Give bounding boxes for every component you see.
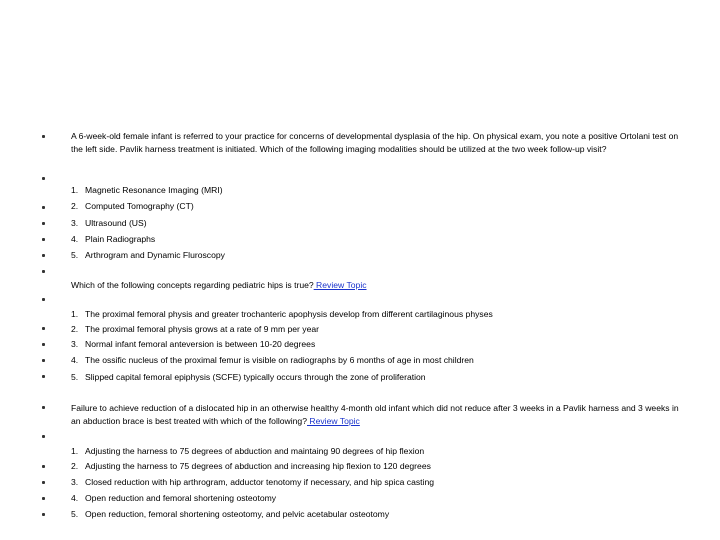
- bullet-marker: [42, 254, 45, 257]
- bullet-marker: [42, 465, 45, 468]
- q2-option-2[interactable]: The proximal femoral physis grows at a rate of 9 mm per year: [85, 324, 320, 334]
- bullet-marker: [42, 270, 45, 273]
- q2-option-4[interactable]: The ossific nucleus of the proximal femur is visible on radiographs by 6 months of age in most children: [85, 355, 474, 365]
- bullet-marker: [42, 343, 45, 346]
- q3-option-4[interactable]: Open reduction and femoral shortening osteotomy: [85, 493, 277, 503]
- q3-option-5-number: 5.: [71, 509, 79, 519]
- q3-option-2[interactable]: Adjusting the harness to 75 degrees of abduction and increasing hip flexion to 120 degrees: [85, 461, 431, 471]
- bullet-marker: [42, 135, 45, 138]
- bullet-marker: [42, 327, 45, 330]
- q2-option-3[interactable]: Normal infant femoral anteversion is between 10-20 degrees: [85, 339, 316, 349]
- q2-option-3-number: 3.: [71, 339, 79, 349]
- bullet-marker: [42, 435, 45, 438]
- question-1-stem: A 6-week-old female infant is referred to your practice for concerns of developmental dysplasia of the hip. On physical exam, you note a positive Ortolani test on the left side. Pavlik harness treatment is initiated. Which of the following imaging modalities should be utilized at the two week follow-up visit?: [71, 131, 679, 154]
- q2-option-1-number: 1.: [71, 309, 79, 319]
- q1-option-4[interactable]: Plain Radiographs: [85, 234, 156, 244]
- bullet-marker: [42, 375, 45, 378]
- review-topic-link[interactable]: Review Topic: [313, 280, 367, 290]
- bullet-marker: [42, 497, 45, 500]
- question-3-stem: [71, 402, 683, 427]
- q1-option-5[interactable]: Arthrogram and Dynamic Fluroscopy: [85, 250, 225, 260]
- q3-option-1-number: 1.: [71, 446, 79, 456]
- q3-option-3[interactable]: Closed reduction with hip arthrogram, adductor tenotomy if necessary, and hip spica casting: [85, 477, 435, 487]
- review-topic-link[interactable]: Review Topic: [307, 415, 360, 426]
- q1-option-3[interactable]: Ultrasound (US): [85, 218, 147, 228]
- bullet-marker: [42, 177, 45, 180]
- q1-option-1-number: 1.: [71, 185, 79, 195]
- q1-option-1[interactable]: Magnetic Resonance Imaging (MRI): [85, 185, 223, 195]
- bullet-marker: [42, 481, 45, 484]
- q3-option-4-number: 4.: [71, 493, 79, 503]
- q3-option-2-number: 2.: [71, 461, 79, 471]
- bullet-marker: [42, 359, 45, 362]
- q1-option-2-number: 2.: [71, 201, 79, 211]
- question-2-text: Which of the following concepts regarding pediatric hips is true?: [71, 280, 314, 290]
- bullet-marker: [42, 406, 45, 409]
- q1-option-5-number: 5.: [71, 250, 79, 260]
- bullet-marker: [42, 222, 45, 225]
- bullet-marker: [42, 298, 45, 301]
- q2-option-1[interactable]: The proximal femoral physis and greater trochanteric apophysis develop from different cartilaginous physes: [85, 309, 493, 319]
- question-2-stem: [71, 279, 367, 292]
- question-3-text: Failure to achieve reduction of a dislocated hip in an otherwise healthy 4-month old infant which did not reduce after 3 weeks in a Pavlik harness and 3 weeks in an abduction brace is best treated with which of the following?: [71, 403, 679, 426]
- q1-option-4-number: 4.: [71, 234, 79, 244]
- q1-option-3-number: 3.: [71, 218, 79, 228]
- bullet-marker: [42, 238, 45, 241]
- q2-option-4-number: 4.: [71, 355, 79, 365]
- q1-option-2[interactable]: Computed Tomography (CT): [85, 201, 194, 211]
- bullet-marker: [42, 513, 45, 516]
- bullet-marker: [42, 206, 45, 209]
- q3-option-1[interactable]: Adjusting the harness to 75 degrees of abduction and maintaing 90 degrees of hip flexion: [85, 446, 425, 456]
- q2-option-5-number: 5.: [71, 372, 79, 382]
- q2-option-5[interactable]: Slipped capital femoral epiphysis (SCFE) typically occurs through the zone of proliferation: [85, 372, 426, 382]
- q3-option-5[interactable]: Open reduction, femoral shortening osteotomy, and pelvic acetabular osteotomy: [85, 509, 390, 519]
- q2-option-2-number: 2.: [71, 324, 79, 334]
- q3-option-3-number: 3.: [71, 477, 79, 487]
